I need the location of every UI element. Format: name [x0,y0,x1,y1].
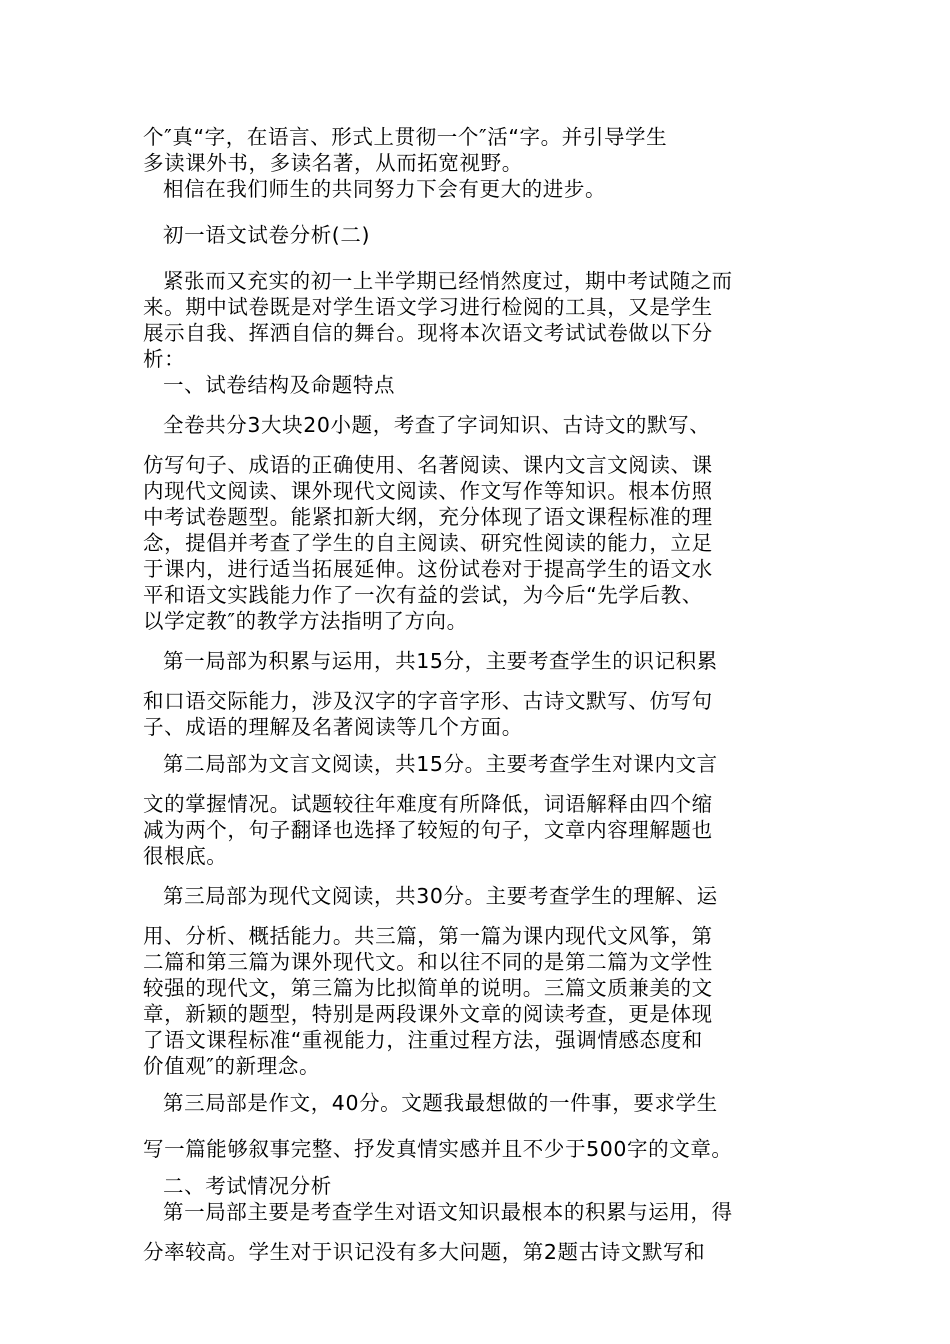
text-line: 平和语文实践能力作了一次有益的尝试，为今后“先学后教、 [143,583,703,607]
text-line: 相信在我们师生的共同努力下会有更大的进步。 [163,177,607,201]
section-heading: 一、试卷结构及命题特点 [163,373,396,397]
text-line: 了语文课程标准“重视能力，注重过程方法，强调情感态度和 [143,1028,703,1052]
text-line: 第三局部为现代文阅读，共30分。主要考查学生的理解、运 [163,884,718,908]
text-line: 来。期中试卷既是对学生语文学习进行检阅的工具，又是学生 [143,295,713,319]
text-line: 第三局部是作文，40分。文题我最想做的一件事，要求学生 [163,1091,718,1115]
text-line: 文的掌握情况。试题较往年难度有所降低，词语解释由四个缩 [143,792,713,816]
text-line: 子、成语的理解及名著阅读等几个方面。 [143,715,523,739]
text-line: 第二局部为文言文阅读，共15分。主要考查学生对课内文言 [163,752,718,776]
text-line: 内现代文阅读、课外现代文阅读、作文写作等知识。根本仿照 [143,479,713,503]
text-line: 于课内，进行适当拓展延伸。这份试卷对于提高学生的语文水 [143,557,713,581]
text-line: 第一局部主要是考查学生对语文知识最根本的积累与运用，得 [163,1200,733,1224]
text-line: 仿写句子、成语的正确使用、名著阅读、课内文言文阅读、课 [143,453,713,477]
text-line: 多读课外书，多读名著，从而拓宽视野。 [143,151,523,175]
text-line: 紧张而又充实的初一上半学期已经悄然度过，期中考试随之而 [163,269,733,293]
text-line: 减为两个，句子翻译也选择了较短的句子，文章内容理解题也 [143,818,713,842]
text-line: 价值观″的新理念。 [143,1054,321,1078]
text-line: 分率较高。学生对于识记没有多大问题，第2题古诗文默写和 [143,1240,706,1264]
text-line: 和口语交际能力，涉及汉字的字音字形、古诗文默写、仿写句 [143,689,713,713]
text-line: 以学定教″的教学方法指明了方向。 [143,609,468,633]
text-line: 很根底。 [143,844,228,868]
document-page [143,124,808,1265]
text-line: 个″真“字，在语言、形式上贯彻一个″活“字。并引导学生 [143,125,668,149]
text-line: 较强的现代文，第三篇为比拟简单的说明。三篇文质兼美的文 [143,976,713,1000]
text-line: 析： [143,347,186,371]
text-line: 展示自我、挥洒自信的舞台。现将本次语文考试试卷做以下分 [143,321,713,345]
section-title: 初一语文试卷分析(二) [163,223,371,247]
text-line: 二篇和第三篇为课外现代文。和以往不同的是第二篇为文学性 [143,950,713,974]
text-line: 第一局部为积累与运用，共15分，主要考查学生的识记积累 [163,649,718,673]
text-line: 章，新颖的题型，特别是两段课外文章的阅读考查，更是体现 [143,1002,713,1026]
section-heading: 二、考试情况分析 [163,1174,332,1198]
text-line: 中考试卷题型。能紧扣新大纲，充分体现了语文课程标准的理 [143,505,713,529]
text-line: 全卷共分3大块20小题，考查了字词知识、古诗文的默写、 [163,413,711,437]
text-line: 用、分析、概括能力。共三篇，第一篇为课内现代文风筝，第 [143,924,713,948]
text-line: 写一篇能够叙事完整、抒发真情实感并且不少于500字的文章。 [143,1137,733,1161]
text-line: 念，提倡并考查了学生的自主阅读、研究性阅读的能力，立足 [143,531,713,555]
